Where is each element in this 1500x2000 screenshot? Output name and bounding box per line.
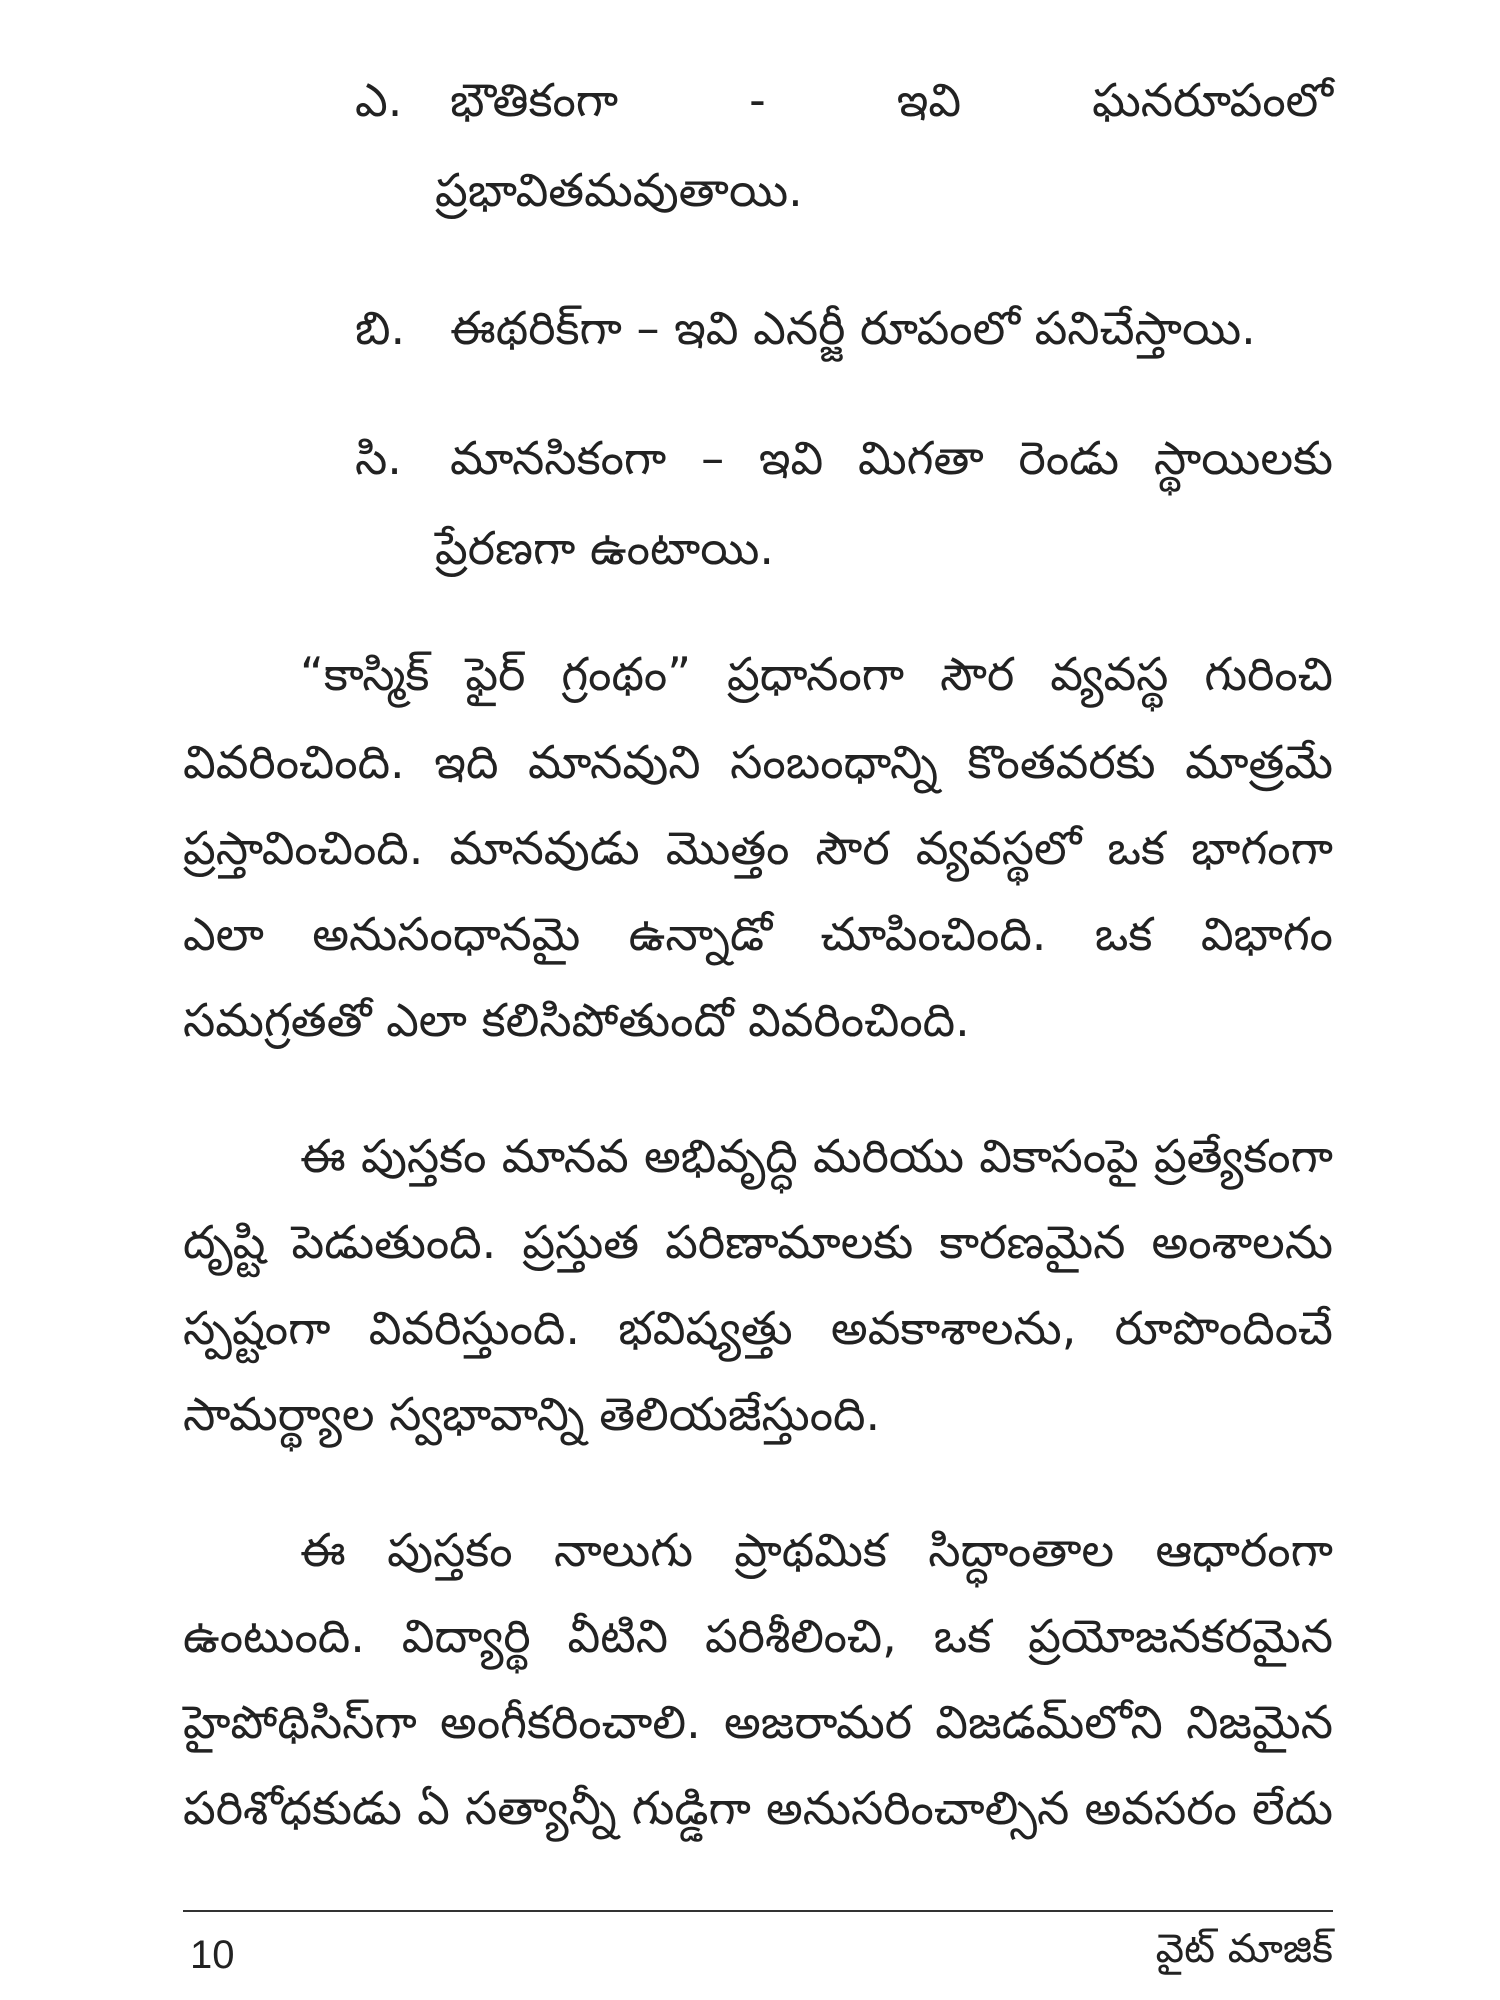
paragraph-1-line-5: సమగ్రతతో ఎలా కలిసిపోతుందో వివరించింది. [183,993,970,1047]
footer-divider [183,1910,1333,1912]
list-marker-b: బి. [355,301,406,355]
list-marker-c: సి. [355,431,402,485]
paragraph-2-line-3: స్పష్టంగా వివరిస్తుంది. భవిష్యత్తు అవకాశాలను, రూపొందించే [183,1301,1333,1355]
list-item-a-line-1: భౌతికంగా - ఇవి ఘనరూపంలో [450,73,1333,127]
list-item-c-line-2: ప్రేరణగా ఉంటాయి. [435,521,775,575]
running-footer-title: వైట్ మాజిక్ [1155,1926,1333,1972]
paragraph-3-line-4: పరిశోధకుడు ఏ సత్యాన్నీ గుడ్డిగా అనుసరించాల్సిన అవసరం లేదు [183,1781,1333,1835]
paragraph-3-line-1: ఈ పుస్తకం నాలుగు ప్రాథమిక సిద్ధాంతాల ఆధారంగా [300,1523,1333,1577]
list-marker-a: ఎ. [355,73,403,127]
paragraph-1-line-1: “కాస్మిక్ ఫైర్ గ్రంథం” ప్రధానంగా సౌర వ్యవస్థ గురించి [300,647,1333,701]
paragraph-2-line-1: ఈ పుస్తకం మానవ అభివృద్ధి మరియు వికాసంపై ప్రత్యేకంగా [300,1129,1333,1183]
paragraph-3-line-3: హైపోథిసిస్‌గా అంగీకరించాలి. అజరామర విజడమ్‌లోని నిజమైన [183,1695,1333,1749]
list-item-a-line-2: ప్రభావితమవుతాయి. [435,163,803,217]
list-item-c-line-1: మానసికంగా – ఇవి మిగతా రెండు స్థాయిలకు [450,431,1333,485]
paragraph-1-line-2: వివరించింది. ఇది మానవుని సంబంధాన్ని కొంతవరకు మాత్రమే [183,735,1333,789]
page-number: 10 [190,1933,235,1977]
paragraph-1-line-4: ఎలా అనుసంధానమై ఉన్నాడో చూపించింది. ఒక విభాగం [183,907,1333,961]
paragraph-2-line-4: సామర్థ్యాల స్వభావాన్ని తెలియజేస్తుంది. [183,1387,881,1441]
paragraph-3-line-2: ఉంటుంది. విద్యార్థి వీటిని పరిశీలించి, ఒక ప్రయోజనకరమైన [183,1609,1333,1663]
list-item-b-line-1: ఈథరిక్‌గా – ఇవి ఎనర్జీ రూపంలో పనిచేస్తాయి. [450,301,1256,355]
paragraph-2-line-2: దృష్టి పెడుతుంది. ప్రస్తుత పరిణామాలకు కారణమైన అంశాలను [183,1215,1333,1269]
paragraph-1-line-3: ప్రస్తావించింది. మానవుడు మొత్తం సౌర వ్యవస్థలో ఒక భాగంగా [183,821,1333,875]
